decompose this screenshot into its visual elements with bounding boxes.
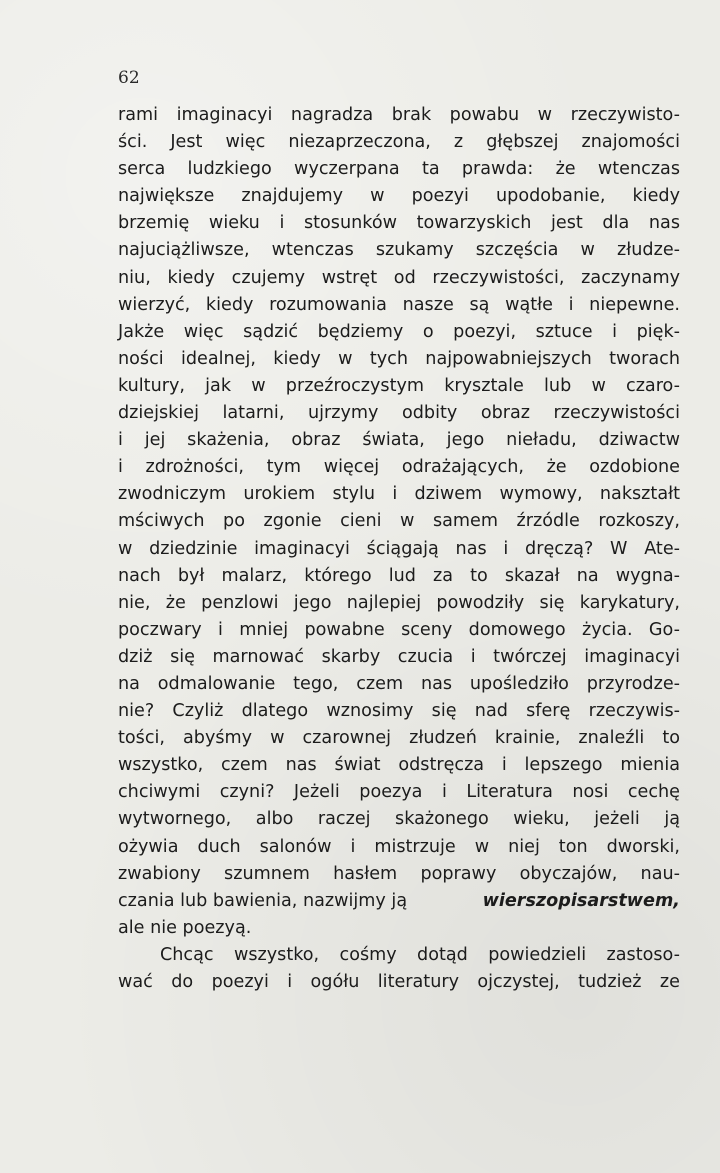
text-line — [118, 508, 680, 535]
text-line-content: wierzyć, kiedy rozumowania nasze są wątłe i niepewne. — [118, 294, 680, 315]
text-line-content: kultury, jak w przeźroczystym krysztale lub w czaro- — [118, 375, 680, 396]
text-line — [118, 210, 680, 237]
text-line-content: ale nie poezyą. — [118, 917, 252, 938]
text-line — [118, 698, 680, 725]
text-line — [118, 671, 680, 698]
page-number: 62 — [118, 68, 140, 88]
text-line-content: Chcąc wszystko, cośmy dotąd powiedzieli zastoso- — [160, 944, 680, 965]
text-line-content: wać do poezyi i ogółu literatury ojczystej, tudzież ze — [118, 972, 680, 992]
text-line-content: tości, abyśmy w czarownej złudzeń krainie, znaleźli to — [118, 728, 680, 749]
text-line — [118, 806, 680, 833]
text-line — [118, 237, 680, 264]
text-line — [118, 752, 680, 779]
text-line-content: dziż się marnować skarby czucia i twórczej imaginacyi — [118, 646, 680, 667]
text-line-content: dziejskiej latarni, ujrzymy odbity obraz rzeczywistości — [118, 403, 680, 424]
text-line-content: ności idealnej, kiedy w tych najpowabniejszych tworach — [118, 348, 680, 369]
text-line — [118, 346, 680, 373]
text-line — [118, 536, 680, 563]
text-line-content: brzemię wieku i stosunków towarzyskich jest dla nas — [118, 213, 680, 234]
text-line-content: najuciążliwsze, wtenczas szukamy szczęścia w złudze- — [118, 240, 680, 261]
text-line — [118, 454, 680, 481]
text-line-content: ożywia duch salonów i mistrzuje w niej ton dworski, — [118, 836, 680, 857]
text-line — [118, 400, 680, 427]
text-line — [118, 427, 680, 454]
text-line — [118, 779, 680, 806]
italic-term: wierszopisarstwem, — [482, 890, 680, 911]
body-text — [118, 102, 680, 996]
text-line-content: największe znajdujemy w poezyi upodobanie, kiedy — [118, 186, 680, 207]
text-line-content: niu, kiedy czujemy wstręt od rzeczywistości, zaczynamy — [118, 267, 680, 288]
text-line — [118, 373, 680, 400]
text-line-content: poczwary i mniej powabne sceny domowego życia. Go- — [118, 619, 680, 640]
text-line — [118, 590, 680, 617]
text-line-content: zwabiony szumnem hasłem poprawy obyczajów, nau- — [118, 863, 680, 884]
text-line — [118, 834, 680, 861]
text-line-content: i jej skażenia, obraz świata, jego nieładu, dziwactw — [118, 430, 680, 451]
text-line — [118, 156, 680, 183]
text-line — [118, 644, 680, 671]
text-line-content: nach był malarz, którego lud za to skazał na wygna- — [118, 565, 680, 586]
text-line — [118, 183, 680, 210]
text-line — [118, 617, 680, 644]
text-line-content: chciwymi czyni? Jeżeli poezya i Literatura nosi cechę — [118, 782, 680, 803]
text-line-content: rami imaginacyi nagradza brak powabu w rzeczywisto- — [118, 105, 680, 125]
text-line — [118, 861, 680, 888]
text-line — [118, 292, 680, 319]
text-line-content: w dziedzinie imaginacyi ściągają nas i dręczą? W Ate- — [118, 538, 680, 559]
text-line-content: wytwornego, albo raczej skażonego wieku, jeżeli ją — [118, 809, 680, 830]
text-line-content: na odmalowanie tego, czem nas upośledziło przyrodze- — [118, 673, 680, 694]
text-line — [118, 265, 680, 292]
text-line — [118, 102, 680, 129]
text-line — [118, 481, 680, 508]
text-line — [118, 319, 680, 346]
text-line — [118, 969, 680, 996]
text-line — [118, 915, 680, 942]
text-line-content: nie, że penzlowi jego najlepiej powodziły się karykatury, — [118, 592, 680, 613]
text-line — [118, 563, 680, 590]
text-line-content: Jakże więc sądzić będziemy o poezyi, sztuce i pięk- — [118, 321, 680, 342]
text-line-content: zwodniczym urokiem stylu i dziwem wymowy, nakształt — [118, 484, 680, 505]
text-line-content: mściwych po zgonie cieni w samem źrzódle rozkoszy, — [118, 511, 680, 532]
text-line-content: serca ludzkiego wyczerpana ta prawda: że wtenczas — [118, 159, 680, 180]
text-line — [118, 129, 680, 156]
text-line-content: ści. Jest więc niezaprzeczona, z głębszej znajomości — [118, 132, 680, 153]
text-line — [118, 725, 680, 752]
text-segment: czania lub bawienia, nazwijmy ją — [118, 890, 408, 911]
text-line-content: wszystko, czem nas świat odstręcza i lepszego mienia — [118, 755, 680, 776]
text-line-mixed — [118, 888, 680, 915]
text-line-content: i zdrożności, tym więcej odrażających, że ozdobione — [118, 457, 680, 478]
text-line-content: nie? Czyliż dlatego wznosimy się nad sferę rzeczywis- — [118, 701, 680, 722]
paragraph-start-line — [118, 942, 680, 969]
